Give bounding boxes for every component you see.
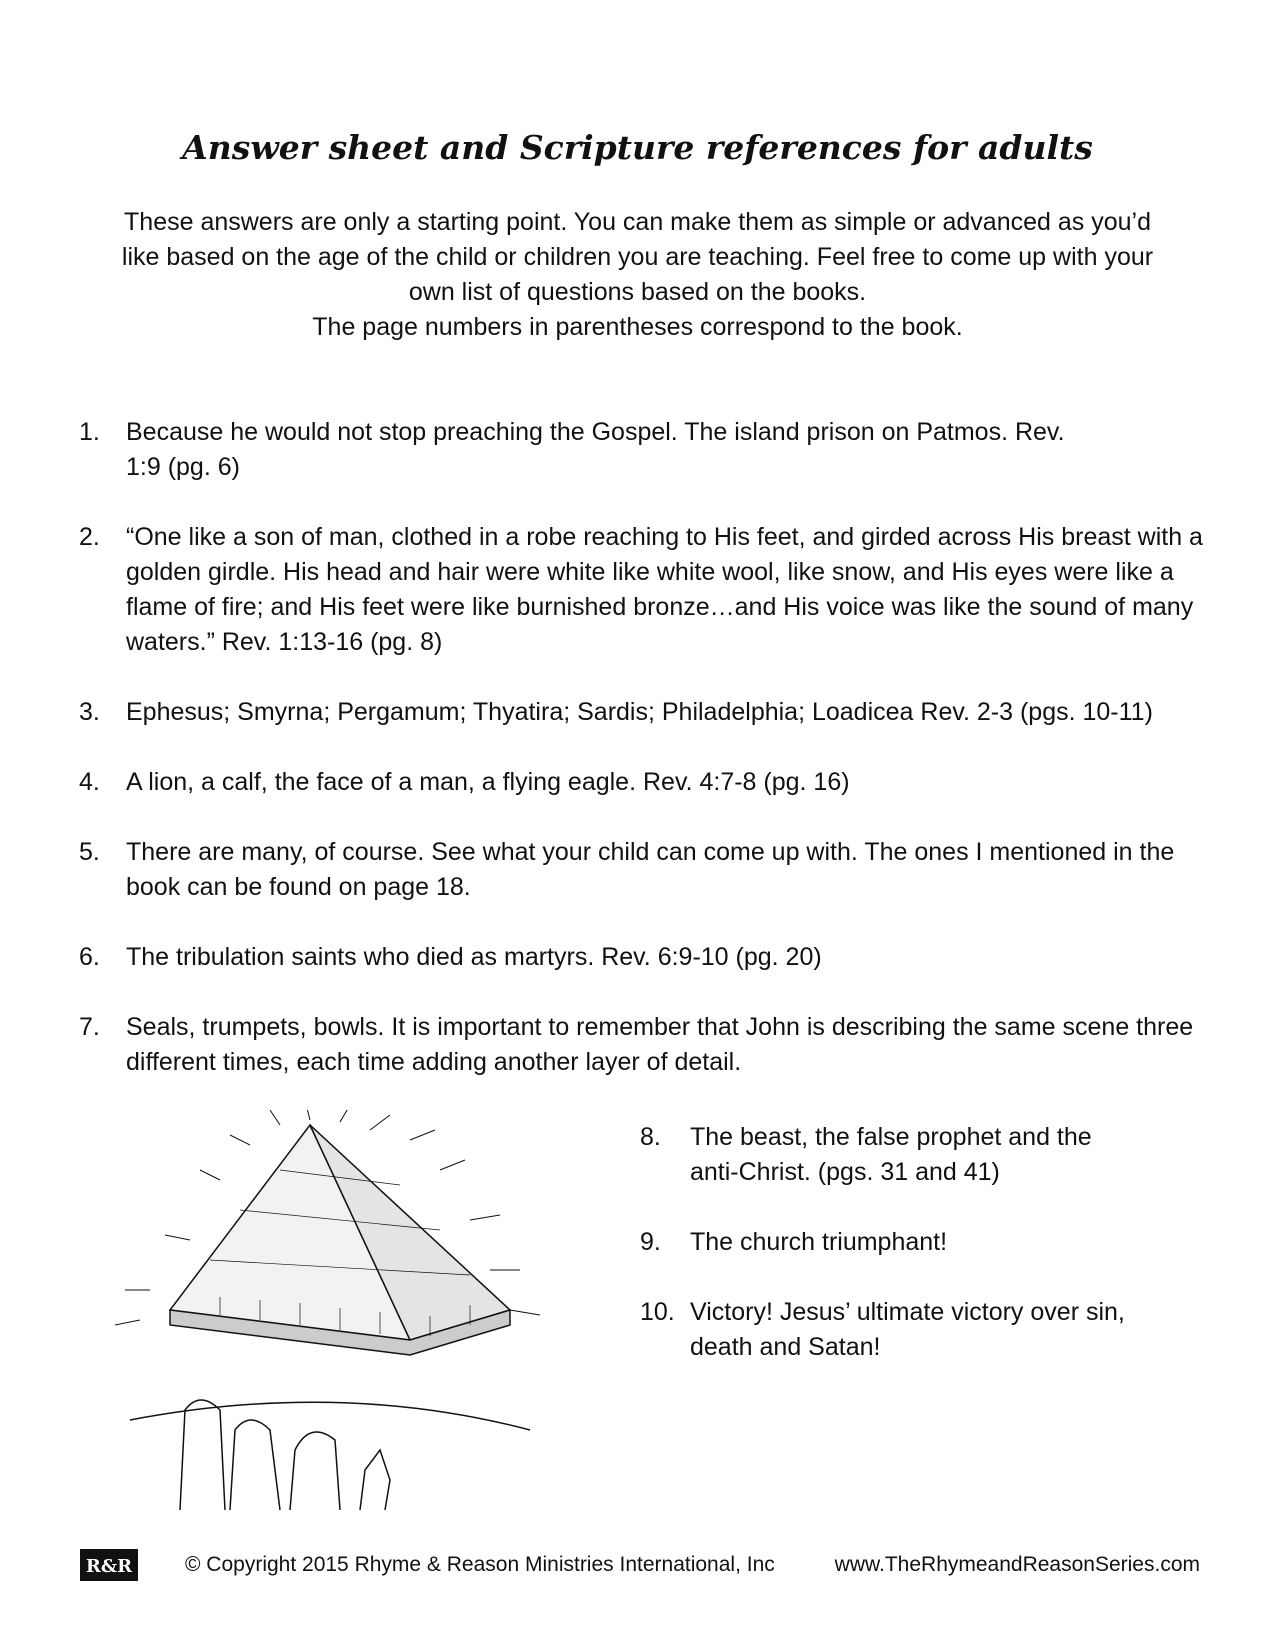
answer-item [79,695,1219,730]
answer-item [640,1295,1160,1365]
answer-text: The beast, the false prophet and the anti-Christ. (pgs. 31 and 41) [690,1123,1092,1186]
intro-paragraph [60,205,1215,345]
answer-text: The tribulation saints who died as martyrs. Rev. 6:9-10 (pg. 20) [126,943,822,971]
answer-text: A lion, a calf, the face of a man, a flying eagle. Rev. 4:7-8 (pg. 16) [126,768,850,796]
intro-line: own list of questions based on the books. [408,278,867,306]
answer-text: Victory! Jesus’ ultimate victory over sin, death and Satan! [690,1298,1125,1361]
answer-number: 3. [79,698,100,726]
answer-item [79,415,1079,485]
answer-item [79,1010,1219,1080]
rhyme-and-reason-logo [78,1547,140,1583]
page-title: Answer sheet and Scripture references for adults [182,128,1093,167]
answer-text: “One like a son of man, clothed in a robe reaching to His feet, and girded across His breast with a golden girdle. His head and hair were white like white wool, like snow, and His eyes were like a flame of fire; and His feet were like burnished bronze…and His voice was like the sound of many waters.” Rev. 1:13-16 (pg. 8) [126,523,1203,656]
answer-item [79,765,1219,800]
answer-item [79,520,1219,660]
answer-text: Ephesus; Smyrna; Pergamum; Thyatira; Sardis; Philadelphia; Loadicea Rev. 2-3 (pgs. 10-11) [126,698,1153,726]
answer-text: The church triumphant! [690,1228,948,1256]
intro-line: The page numbers in parentheses correspond to the book. [312,313,963,341]
answer-text: Because he would not stop preaching the Gospel. The island prison on Patmos. Rev. 1:9 (pg. 6) [126,418,1065,481]
intro-line: These answers are only a starting point. You can make them as simple or advanced as you’d [124,208,1151,236]
answer-number: 8. [640,1123,661,1151]
answer-item [79,835,1219,905]
intro-line: like based on the age of the child or children you are teaching. Feel free to come up with your [121,243,1154,271]
new-jerusalem-illustration [110,1110,570,1510]
answer-text: Seals, trumpets, bowls. It is important to remember that John is describing the same scene three different times, each time adding another layer of detail. [126,1013,1194,1076]
answer-number: 1. [79,418,100,446]
answer-text: There are many, of course. See what your child can come up with. The ones I mentioned in the book can be found on page 18. [126,838,1175,901]
answer-item [640,1225,1180,1260]
answer-number: 5. [79,838,100,866]
copyright-text: © Copyright 2015 Rhyme & Reason Ministries International, Inc [185,1553,775,1576]
website-link[interactable]: www.TheRhymeandReasonSeries.com [834,1553,1200,1576]
answer-number: 10. [640,1298,675,1326]
answer-item [640,1120,1120,1190]
answer-number: 6. [79,943,100,971]
answer-number: 9. [640,1228,661,1256]
svg-text:R&R: R&R [85,1556,133,1577]
answer-number: 7. [79,1013,100,1041]
answer-number: 4. [79,768,100,796]
answer-number: 2. [79,523,100,551]
answer-item [79,940,1219,975]
